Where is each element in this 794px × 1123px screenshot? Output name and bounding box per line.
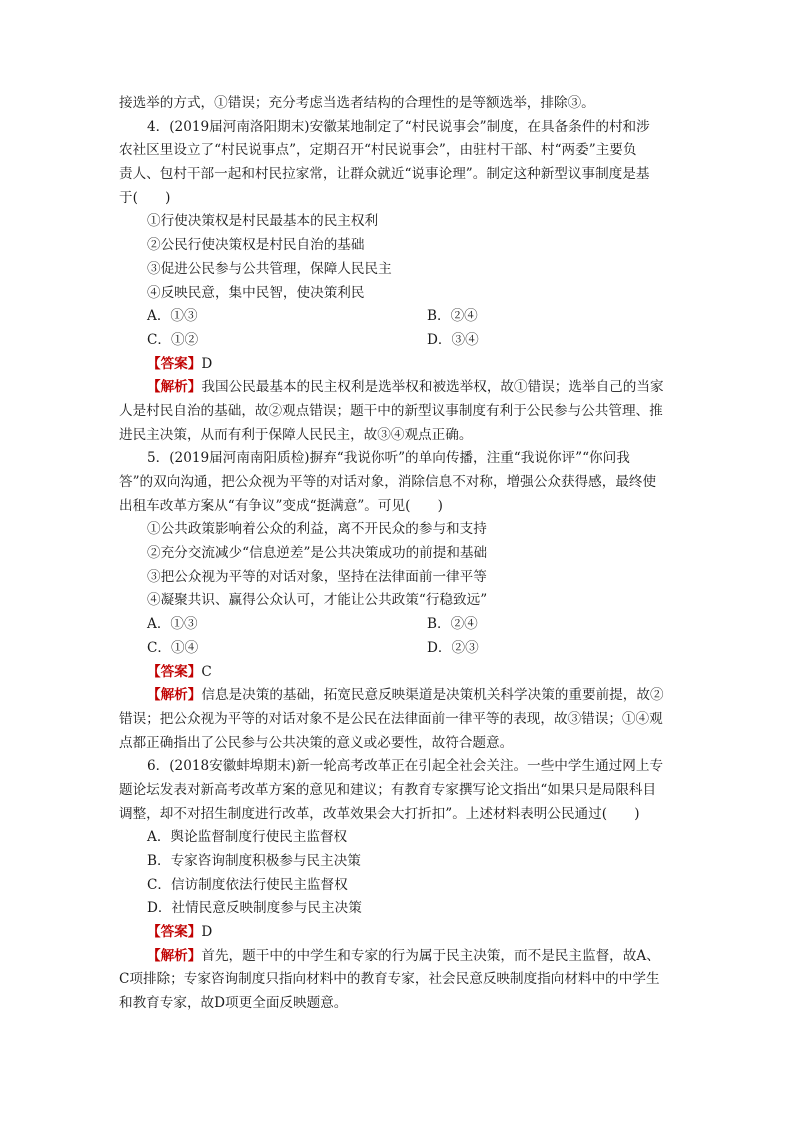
analysis-text: 首先，题干中的中学生和专家的行为属于民主决策，而不是民主监督，故A、 — [201, 947, 660, 964]
text-line: 错误；把公众视为平等的对话对象不是公民在法律面前一律平等的表现，故③错误；①④观 — [119, 710, 663, 727]
statement-item: ④反映民意，集中民智，使决策利民 — [147, 284, 365, 301]
answer-line — [119, 921, 675, 945]
text-line: 点都正确指出了公民参与公共决策的意义或必要性，故符合题意。 — [119, 734, 514, 751]
answer-tag: 【答案】 — [147, 663, 202, 680]
answer-value: D — [201, 924, 213, 941]
statement-item: ③把公众视为平等的对话对象，坚持在法律面前一律平等 — [147, 568, 487, 585]
option-b: B．②④ — [427, 308, 478, 325]
statement-item: ②充分交流减少“信息逆差”是公共决策成功的前提和基础 — [147, 545, 488, 562]
options-row — [119, 613, 675, 637]
text-line: 责人、包村干部一起和村民拉家常，让群众就近“说事论理”。制定这种新型议事制度是基 — [119, 166, 650, 183]
options-row — [119, 637, 675, 661]
statement-item: ②公民行使决策权是村民自治的基础 — [147, 237, 365, 254]
analysis-line — [119, 684, 675, 708]
text-line: 调整，却不对招生制度进行改革，改革效果会大打折扣”。上述材料表明公民通过( ) — [119, 805, 640, 822]
text-line: 农社区里设立了“村民说事点”，定期召开“村民说事会”，由驻村干部、村“两委”主要负 — [119, 142, 637, 159]
text-line: 进民主决策，从而有利于保障人民民主，故③④观点正确。 — [119, 426, 473, 443]
text-line: C项排除；专家咨询制度只指向材料中的教育专家，社会民意反映制度指向材料中的中学生 — [119, 971, 660, 988]
option-d: D．社情民意反映制度参与民主决策 — [147, 900, 362, 917]
option-c: C．①④ — [147, 639, 199, 656]
text-line: 人是村民自治的基础，故②观点错误；题干中的新型议事制度有利于公民参与公共管理、推 — [119, 402, 663, 419]
option-c: C．信访制度依法行使民主监督权 — [147, 876, 348, 893]
text-line: 和教育专家，故D项更全面反映题意。 — [119, 995, 348, 1012]
analysis-text: 信息是决策的基础，拓宽民意反映渠道是决策机关科学决策的重要前提，故② — [201, 687, 664, 704]
analysis-line — [119, 376, 675, 400]
answer-line — [119, 661, 675, 685]
answer-line — [119, 353, 675, 377]
analysis-line — [119, 945, 675, 969]
document-page — [119, 92, 675, 1016]
option-d: D．②③ — [427, 639, 479, 656]
text-line: 于( ) — [119, 189, 171, 206]
text-line: 答”的双向沟通，把公众视为平等的对话对象，消除信息不对称，增强公众获得感，最终使 — [119, 474, 657, 490]
option-b: B．②④ — [427, 616, 478, 633]
option-d: D．③④ — [427, 331, 479, 348]
answer-value: D — [201, 355, 213, 372]
text-line: 题论坛发表对新高考改革方案的意见和建议；有教育专家撰写论文指出“如果只是局限科目 — [119, 781, 657, 798]
text-line: 接选举的方式，①错误；充分考虑当选者结构的合理性的是等额选举，排除③。 — [119, 95, 595, 111]
options-row — [119, 305, 675, 329]
option-a: A．①③ — [147, 308, 198, 325]
answer-tag: 【答案】 — [147, 924, 202, 941]
question-5-stem: 5．(2019届河南南阳质检)摒弃“我说你听”的单向传播，注重“我说你评”“你问我 — [147, 450, 630, 467]
question-4-stem: 4．(2019届河南洛阳期末)安徽某地制定了“村民说事会”制度，在具备条件的村和涉 — [147, 118, 650, 135]
analysis-tag: 【解析】 — [147, 379, 202, 396]
analysis-text: 我国公民最基本的民主权利是选举权和被选举权，故①错误；选举自己的当家 — [201, 379, 664, 396]
answer-value: C — [201, 663, 212, 680]
option-a: A．①③ — [147, 616, 198, 633]
option-c: C．①② — [147, 331, 199, 348]
statement-item: ④凝聚共识、赢得公众认可，才能让公共政策“行稳致远” — [147, 592, 488, 609]
option-b: B．专家咨询制度积极参与民主决策 — [147, 853, 361, 869]
statement-item: ①行使决策权是村民最基本的民主权利 — [147, 213, 379, 230]
statement-item: ①公共政策影响着公众的利益，离不开民众的参与和支持 — [147, 521, 487, 538]
options-row — [119, 329, 675, 353]
statement-item: ③促进公民参与公共管理，保障人民民主 — [147, 260, 392, 277]
option-a: A．舆论监督制度行使民主监督权 — [147, 829, 348, 846]
question-6-stem: 6．(2018安徽蚌埠期末)新一轮高考改革正在引起全社会关注。一些中学生通过网上专 — [147, 758, 664, 775]
analysis-tag: 【解析】 — [147, 947, 202, 964]
answer-tag: 【答案】 — [147, 355, 202, 372]
analysis-tag: 【解析】 — [147, 687, 202, 704]
text-line: 出租车改革方案从“有争议”变成“挺满意”。可见( ) — [119, 497, 443, 514]
